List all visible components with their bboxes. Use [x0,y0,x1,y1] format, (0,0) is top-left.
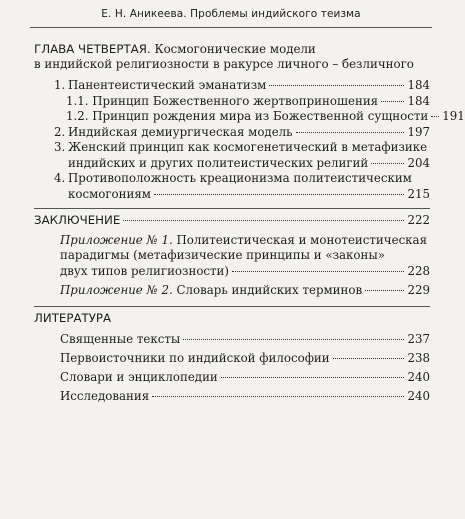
appendix-1-text-2: парадигмы (метафизические принципы и «законы» [60,248,386,262]
toc-entry-page: 204 [407,155,430,170]
leader-dots [431,116,439,117]
leader-dots [365,290,404,291]
toc-entry-4 [54,171,430,202]
chapter-title-line-1: Космогонические модели [154,42,316,56]
toc-entry-text: Принцип рождения мира из Божественной сущности [92,109,429,123]
toc-entry-number: 4. [54,171,66,185]
table-of-contents [34,42,465,406]
chapter-title-line-2: в индийской религиозности в ракурсе личного – безличного [34,57,414,71]
leader-dots [152,396,404,397]
toc-entry-page: 184 [407,78,430,92]
conclusion-page: 222 [407,213,430,227]
literature-item-page: 240 [407,370,430,384]
toc-entry-text: Принцип Божественного жертвоприношения [92,93,379,108]
toc-entry-number: 2. [54,124,66,139]
toc-conclusion [34,213,430,229]
literature-item-page: 238 [407,351,430,365]
toc-entry-1 [54,78,430,94]
literature-list [60,330,430,406]
leader-dots [154,194,404,195]
appendix-1-page: 228 [407,263,430,278]
toc-entry-text-cont: космогониям [68,186,151,201]
literature-item [60,387,430,406]
toc-entry-page: 184 [407,93,430,108]
literature-item-page: 237 [407,332,430,346]
toc-entry-1-1 [66,94,430,110]
toc-appendix-2 [60,283,430,299]
literature-item-page: 240 [407,389,430,403]
leader-dots [123,220,404,221]
toc-entry-text: Противоположность креационизма политеистическим [68,171,412,185]
appendix-2-label: Приложение № 2. [60,283,173,297]
toc-appendix-1 [60,233,430,280]
appendix-2-page: 229 [407,283,430,297]
leader-dots [333,358,405,359]
toc-entry-text: Панентеистический эманатизм [68,78,267,92]
leader-dots [232,271,404,272]
literature-item [60,368,430,387]
appendix-1-text-1: Политеистическая и монотеистическая [176,232,428,247]
chapter-label: ГЛАВА ЧЕТВЕРТАЯ. [34,42,151,56]
conclusion-title: ЗАКЛЮЧЕНИЕ [34,213,121,227]
toc-entry-text-cont: индийских и других политеистических религий [68,155,369,170]
leader-dots [381,101,404,102]
leader-dots [221,377,405,378]
literature-item-text: Первоисточники по индийской философии [60,351,330,365]
literature-item-text: Словари и энциклопедии [60,370,218,384]
leader-dots [296,132,405,133]
leader-dots [183,339,404,340]
literature-item-text: Священные тексты [60,332,181,346]
literature-item-text: Исследования [60,389,150,403]
toc-entry-number: 1.2. [66,109,89,123]
toc-entry-page: 191 [442,109,465,123]
literature-title: ЛИТЕРАТУРА [34,310,112,325]
toc-entry-number: 1.1. [66,93,89,108]
toc-entry-page: 197 [407,124,430,139]
toc-entry-3 [54,140,430,171]
toc-entry-1-2 [66,109,465,125]
leader-dots [371,163,404,164]
leader-dots [269,85,404,86]
appendix-1-label: Приложение № 1. [60,232,173,247]
appendix-1-text-3: двух типов религиозности) [60,263,230,278]
toc-entry-number: 3. [54,140,66,154]
toc-entry-number: 1. [54,78,66,92]
appendix-2-text: Словарь индийских терминов [176,283,363,297]
toc-entry-2 [54,125,430,141]
toc-entry-page: 215 [407,186,430,201]
chapter-title [34,42,430,72]
toc-entry-text: Женский принцип как космогенетический в метафизике [68,140,428,154]
literature-item [60,330,430,349]
toc-entry-text: Индийская демиургическая модель [68,124,293,139]
header-rule [30,27,432,28]
running-head: Е. Н. Аникеева. Проблемы индийского теизма [101,8,361,20]
literature-item [60,349,430,368]
